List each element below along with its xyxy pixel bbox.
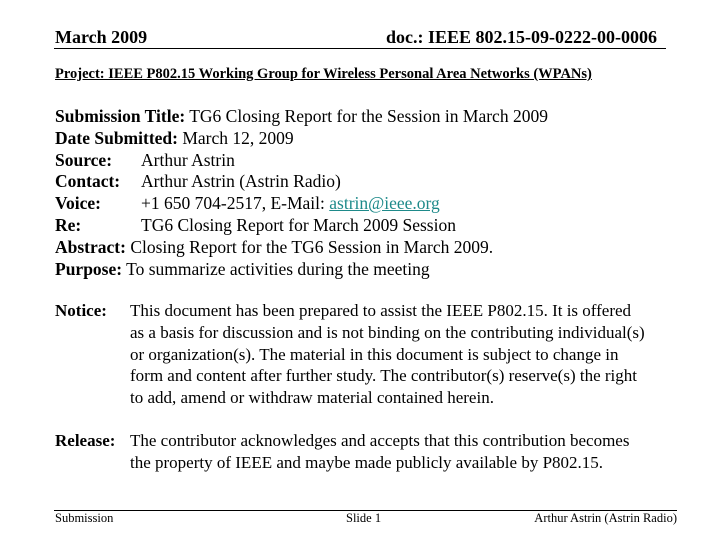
field-value: To summarize activities during the meeting: [126, 258, 430, 279]
notice-line: This document has been prepared to assist the IEEE P802.15. It is offered: [130, 301, 632, 320]
field-source: [55, 150, 548, 172]
notice-section: [55, 300, 645, 409]
field-label: Contact:: [55, 171, 121, 192]
field-value: Closing Report for the TG6 Session in March 2009.: [130, 236, 494, 257]
field-value: Arthur Astrin (Astrin Radio): [141, 171, 341, 192]
footer-submission: Submission: [55, 511, 114, 525]
field-value: [141, 193, 440, 215]
footer-slide-number: Slide 1: [346, 511, 382, 525]
release-section: [55, 430, 629, 474]
field-date-submitted: [55, 128, 548, 150]
field-label: Submission Title:: [55, 106, 186, 126]
field-purpose: [55, 259, 548, 281]
field-label: Re:: [55, 214, 82, 235]
field-label: Date Submitted:: [55, 127, 178, 148]
header-date: March 2009: [55, 27, 148, 47]
release-line: The contributor acknowledges and accepts that this contribution becomes: [130, 431, 630, 450]
field-value: March 12, 2009: [182, 127, 294, 148]
field-voice: [55, 193, 548, 215]
header-doc-id: doc.: IEEE 802.15-09-0222-00-0006: [386, 27, 657, 47]
release-body: [130, 430, 629, 474]
release-line: the property of IEEE and maybe made publicly available by P802.15.: [130, 452, 604, 472]
field-value: TG6 Closing Report for the Session in March 2009: [189, 106, 548, 126]
email-link[interactable]: astrin@ieee.org: [329, 193, 440, 214]
notice-body: [130, 300, 645, 409]
notice-line: form and content after further study. The contributor(s) reserve(s) the right: [130, 366, 637, 386]
field-submission-title: [55, 106, 548, 128]
field-label: Source:: [55, 149, 113, 170]
field-label: Abstract:: [55, 236, 126, 257]
notice-line: or organization(s). The material in this document is subject to change in: [130, 344, 619, 364]
project-title: Project: IEEE P802.15 Working Group for Wireless Personal Area Networks (WPANs): [55, 66, 592, 82]
field-value: TG6 Closing Report for March 2009 Session: [141, 214, 456, 235]
field-value: Arthur Astrin: [141, 149, 235, 170]
notice-line: to add, amend or withdraw material contained herein.: [130, 388, 494, 408]
field-contact: [55, 171, 548, 193]
field-abstract: [55, 237, 548, 259]
header-divider: [54, 48, 666, 49]
field-label: Purpose:: [55, 258, 123, 279]
voice-text: +1 650 704-2517, E-Mail:: [141, 193, 330, 214]
field-re: [55, 215, 548, 237]
submission-metadata: [55, 106, 548, 280]
notice-line: as a basis for discussion and is not binding on the contributing individual(s): [130, 322, 645, 342]
footer-author: Arthur Astrin (Astrin Radio): [534, 511, 677, 525]
notice-label: Notice:: [55, 301, 107, 320]
release-label: Release:: [55, 431, 116, 450]
field-label: Voice:: [55, 193, 102, 214]
